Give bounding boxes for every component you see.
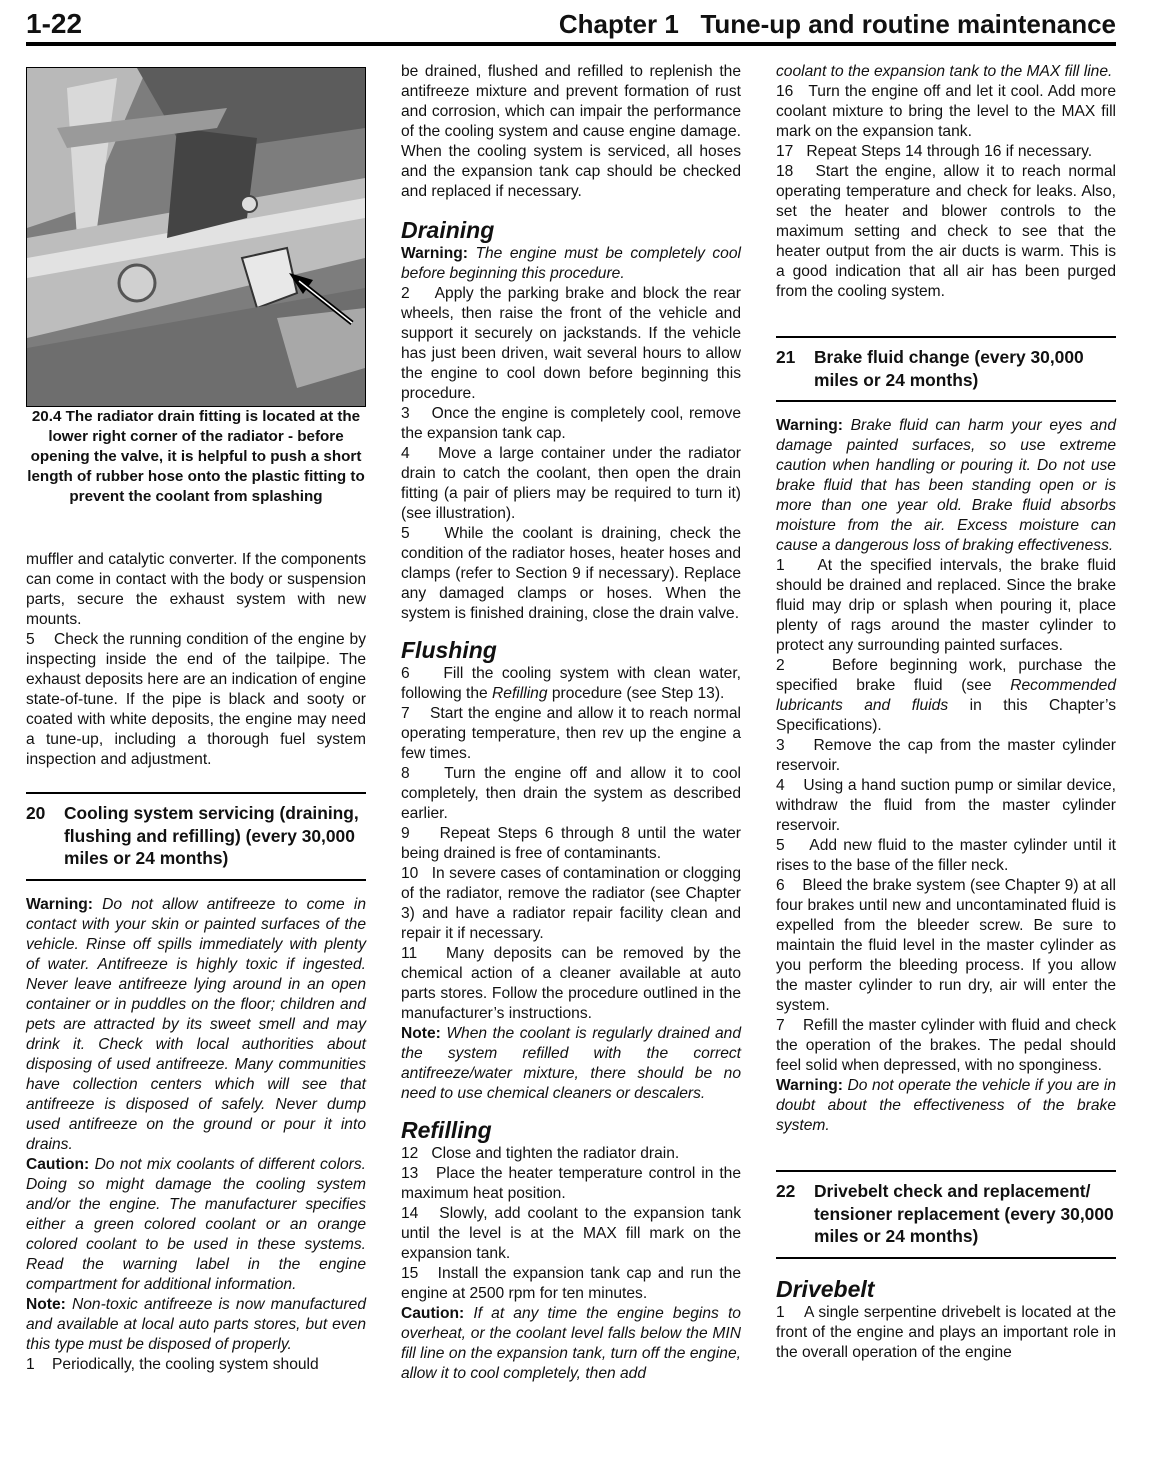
section-number: 21: [776, 347, 796, 367]
warning-text: Brake fluid can harm your eyes and damage painted surfaces, so use extreme caution when handling or pouring it. Do not use brake fluid that has been standing open or is more than one year old. Brake fluid absorbs moisture from the air. Excess moisture can cause a dangerous loss of braking effectiveness.: [776, 417, 1116, 555]
heading-flushing: Flushing: [401, 637, 497, 663]
paragraph-3: 3 Remove the cap from the master cylinder reservoir.: [776, 737, 1116, 775]
paragraph-6: 6 Fill the cooling system with clean water, following the Refilling procedure (see Step 13).: [401, 665, 741, 702]
warning-paragraph: [776, 416, 1116, 556]
section-heading: [26, 794, 366, 879]
paragraph-3: 3 Once the engine is completely cool, remove the expansion tank cap.: [401, 405, 741, 442]
page-number: 1-22: [26, 8, 83, 39]
radiator-drain-photo: [26, 67, 366, 407]
warning-paragraph: [26, 895, 366, 1155]
paragraph-14: 14 Slowly, add coolant to the expansion tank until the level is at the MAX fill mark on the expansion tank.: [401, 1205, 741, 1262]
chapter-title: Chapter 1 Tune-up and routine maintenance: [558, 9, 1116, 39]
section-heading: [776, 1172, 1116, 1257]
paragraph-2: 2 Apply the parking brake and block the rear wheels, then raise the front of the vehicle and support it securely on jackstands. If the vehicle has just been driven, wait several hours to allow the engine to cool down before beginning this procedure.: [401, 285, 741, 402]
warning-label: Warning:: [776, 417, 843, 435]
section-title: Drivebelt check and replacement/ tensioner replacement (every 30,000 miles or 24 months): [814, 1181, 1114, 1247]
warning-label: Warning:: [26, 895, 93, 913]
note-label: Note:: [26, 1295, 66, 1313]
paragraph-13: 13 Place the heater temperature control in the maximum heat position.: [401, 1165, 741, 1202]
section-rule: [776, 400, 1116, 402]
heading-draining: Draining: [401, 217, 495, 243]
warning-text: Do not operate the vehicle if you are in doubt about the effectiveness of the brake system.: [776, 1077, 1116, 1135]
paragraph-9: 9 Repeat Steps 6 through 8 until the water being drained is free of contaminants.: [401, 825, 741, 862]
paragraph-8: 8 Turn the engine off and allow it to cool completely, then drain the system as described earlier.: [401, 765, 741, 822]
paragraph-4: 4 Using a hand suction pump or similar device, withdraw the fluid from the master cylinder reservoir.: [776, 777, 1116, 835]
section-number: 22: [776, 1181, 796, 1202]
column-right: [776, 62, 1116, 1363]
section-number: 20: [26, 803, 46, 823]
warning-text: The engine must be completely cool before beginning this procedure.: [401, 245, 741, 282]
column-left: [26, 67, 366, 1375]
paragraph-7: 7 Start the engine and allow it to reach normal operating temperature, then rev up the engine a few times.: [401, 705, 741, 762]
caution-paragraph: [401, 1304, 741, 1384]
header-rule: [26, 42, 1116, 46]
note-paragraph: [26, 1295, 366, 1355]
paragraph-5: 5 While the coolant is draining, check the condition of the radiator hoses, heater hoses and clamps (refer to Section 9 if necessary). Replace any damaged clamps or hoses. When the system is finished draining, close the drain valve.: [401, 525, 741, 622]
paragraph-6: 6 Bleed the brake system (see Chapter 9) at all four brakes until new and uncontaminated fluid is expelled from the bleeder screw. Be sure to maintain the fluid level in the master cylinder as you perform the bleeding process. If you allow the master cylinder to run dry, air will enter the system.: [776, 877, 1116, 1015]
paragraph-5: 5 Add new fluid to the master cylinder until it rises to the base of the filler neck.: [776, 837, 1116, 875]
note-paragraph: [401, 1024, 741, 1104]
paragraph-11: 11 Many deposits can be removed by the chemical action of a cleaner available at auto parts stores. Follow the procedure outlined in the manufacturer’s instructions.: [401, 945, 741, 1022]
column-middle: [401, 62, 741, 1384]
paragraph-1: 1 At the specified intervals, the brake fluid should be drained and replaced. Since the brake fluid may drip or splash when pouring it, place plenty of rags around the master cylinder to protect any surrounding painted surfaces.: [776, 557, 1116, 655]
paragraph-4: 4 Move a large container under the radiator drain to catch the coolant, then open the drain fitting (a pair of pliers may be required to turn it) (see illustration).: [401, 445, 741, 522]
paragraph-1: 1 Periodically, the cooling system should: [26, 1355, 319, 1373]
section-title: Brake fluid change (every 30,000 miles or 24 months): [814, 347, 1084, 390]
heading-refilling: Refilling: [401, 1117, 492, 1143]
paragraph-7: 7 Refill the master cylinder with fluid and check the operation of the brakes. The pedal should feel solid when depressed, with no sponginess.: [776, 1017, 1116, 1075]
photo-illustration: [27, 68, 365, 406]
section-21: [776, 336, 1116, 402]
paragraph-5: 5 Check the running condition of the engine by inspecting inside the end of the tailpipe. The exhaust deposits here are an indication of engine state-of-tune. If the pipe is black and sooty or coated with white deposits, the engine may need a tune-up, including a thorough fuel system inspection and adjustment.: [26, 631, 366, 768]
warning-paragraph-2: [776, 1076, 1116, 1136]
section-heading: [776, 338, 1116, 400]
page-header: [26, 8, 1116, 40]
section-rule: [26, 879, 366, 881]
section-rule: [776, 1257, 1116, 1259]
paragraph-15: 15 Install the expansion tank cap and run the engine at 2500 rpm for ten minutes.: [401, 1265, 741, 1302]
note-label: Note:: [401, 1025, 441, 1042]
paragraph-continued: coolant to the expansion tank to the MAX fill line.: [776, 63, 1113, 80]
warning-label: Warning:: [401, 245, 468, 262]
section-22: [776, 1170, 1116, 1259]
warning-paragraph: [401, 244, 741, 284]
paragraph-10: 10 In severe cases of contamination or clogging of the radiator, remove the radiator (see Chapter 3) and have a radiator repair facility clean and repair it if necessary.: [401, 865, 741, 942]
warning-text: Do not allow antifreeze to come in contact with your skin or painted surfaces of the vehicle. Rinse off spills immediately with plenty of water. Antifreeze is highly toxic if ingested. Never leave antifreeze lying around in an open container or in puddles on the floor; children and pets are attracted by its sweet smell and may drink it. Check with local authorities about disposing of used antifreeze. Many communities have collection centers which will see that antifreeze is disposed of safely. Never dump used antifreeze on the ground or pour it into drains.: [26, 895, 366, 1153]
heading-drivebelt: Drivebelt: [776, 1275, 875, 1302]
specification-reference: Recommended lubricants and fluids: [776, 677, 1116, 715]
section-20: [26, 792, 366, 881]
paragraph-continued: be drained, flushed and refilled to replenish the antifreeze mixture and prevent formation of rust and corrosion, which can impair the performance of the cooling system and cause engine damage. When the cooling system is serviced, all hoses and the expansion tank cap should be checked and replaced if necessary.: [401, 63, 741, 200]
paragraph-12: 12 Close and tighten the radiator drain.: [401, 1145, 680, 1162]
paragraph-17: 17 Repeat Steps 14 through 16 if necessary.: [776, 143, 1093, 160]
note-text: Non-toxic antifreeze is now manufactured and available at local auto parts stores, but even this type must be disposed of properly.: [26, 1295, 366, 1353]
caution-text: If at any time the engine begins to overheat, or the coolant level falls below the MIN fill line on the expansion tank, turn off the engine, allow it to cool completely, then add: [401, 1305, 741, 1382]
figure-caption: 20.4 The radiator drain fitting is located at the lower right corner of the radiator - before opening the valve, it is helpful to push a short length of rubber hose onto the plastic fitting to prevent the coolant from splashing: [27, 408, 365, 505]
paragraph-continued: muffler and catalytic converter. If the components can come in contact with the body or suspension parts, secure the exhaust system with new mounts.: [26, 551, 366, 628]
warning-label: Warning:: [776, 1077, 843, 1095]
paragraph-16: 16 Turn the engine off and let it cool. Add more coolant mixture to bring the level to the MAX fill mark on the expansion tank.: [776, 83, 1116, 140]
caution-label: Caution:: [401, 1305, 465, 1322]
section-title: Cooling system servicing (draining, flushing and refilling) (every 30,000 miles or 24 months): [64, 803, 359, 869]
procedure-reference: Refilling: [492, 685, 548, 702]
paragraph-drivebelt-1: 1 A single serpentine drivebelt is located at the front of the engine and plays an important role in the overall operation of the engine: [776, 1303, 1116, 1361]
caution-label: Caution:: [26, 1155, 90, 1173]
note-text: When the coolant is regularly drained and the system refilled with the correct antifreeze/water mixture, there should be no need to use chemical cleaners or descalers.: [401, 1025, 741, 1102]
paragraph-18: 18 Start the engine, allow it to reach normal operating temperature and check for leaks. Also, set the heater and blower controls to the maximum setting and check to see that the heater output from the air ducts is warm. This is a good indication that all air has been purged from the cooling system.: [776, 163, 1116, 300]
caution-paragraph: [26, 1155, 366, 1295]
paragraph-2: 2 Before beginning work, purchase the specified brake fluid (see Recommended lubricants and fluids in this Chapter’s Specifications).: [776, 657, 1117, 735]
caution-text: Do not mix coolants of different colors. Doing so might damage the cooling system and/or the engine. The manufacturer specifies either a green colored coolant or an orange colored coolant to be used in these systems. Read the warning label in the engine compartment for additional information.: [26, 1155, 366, 1293]
